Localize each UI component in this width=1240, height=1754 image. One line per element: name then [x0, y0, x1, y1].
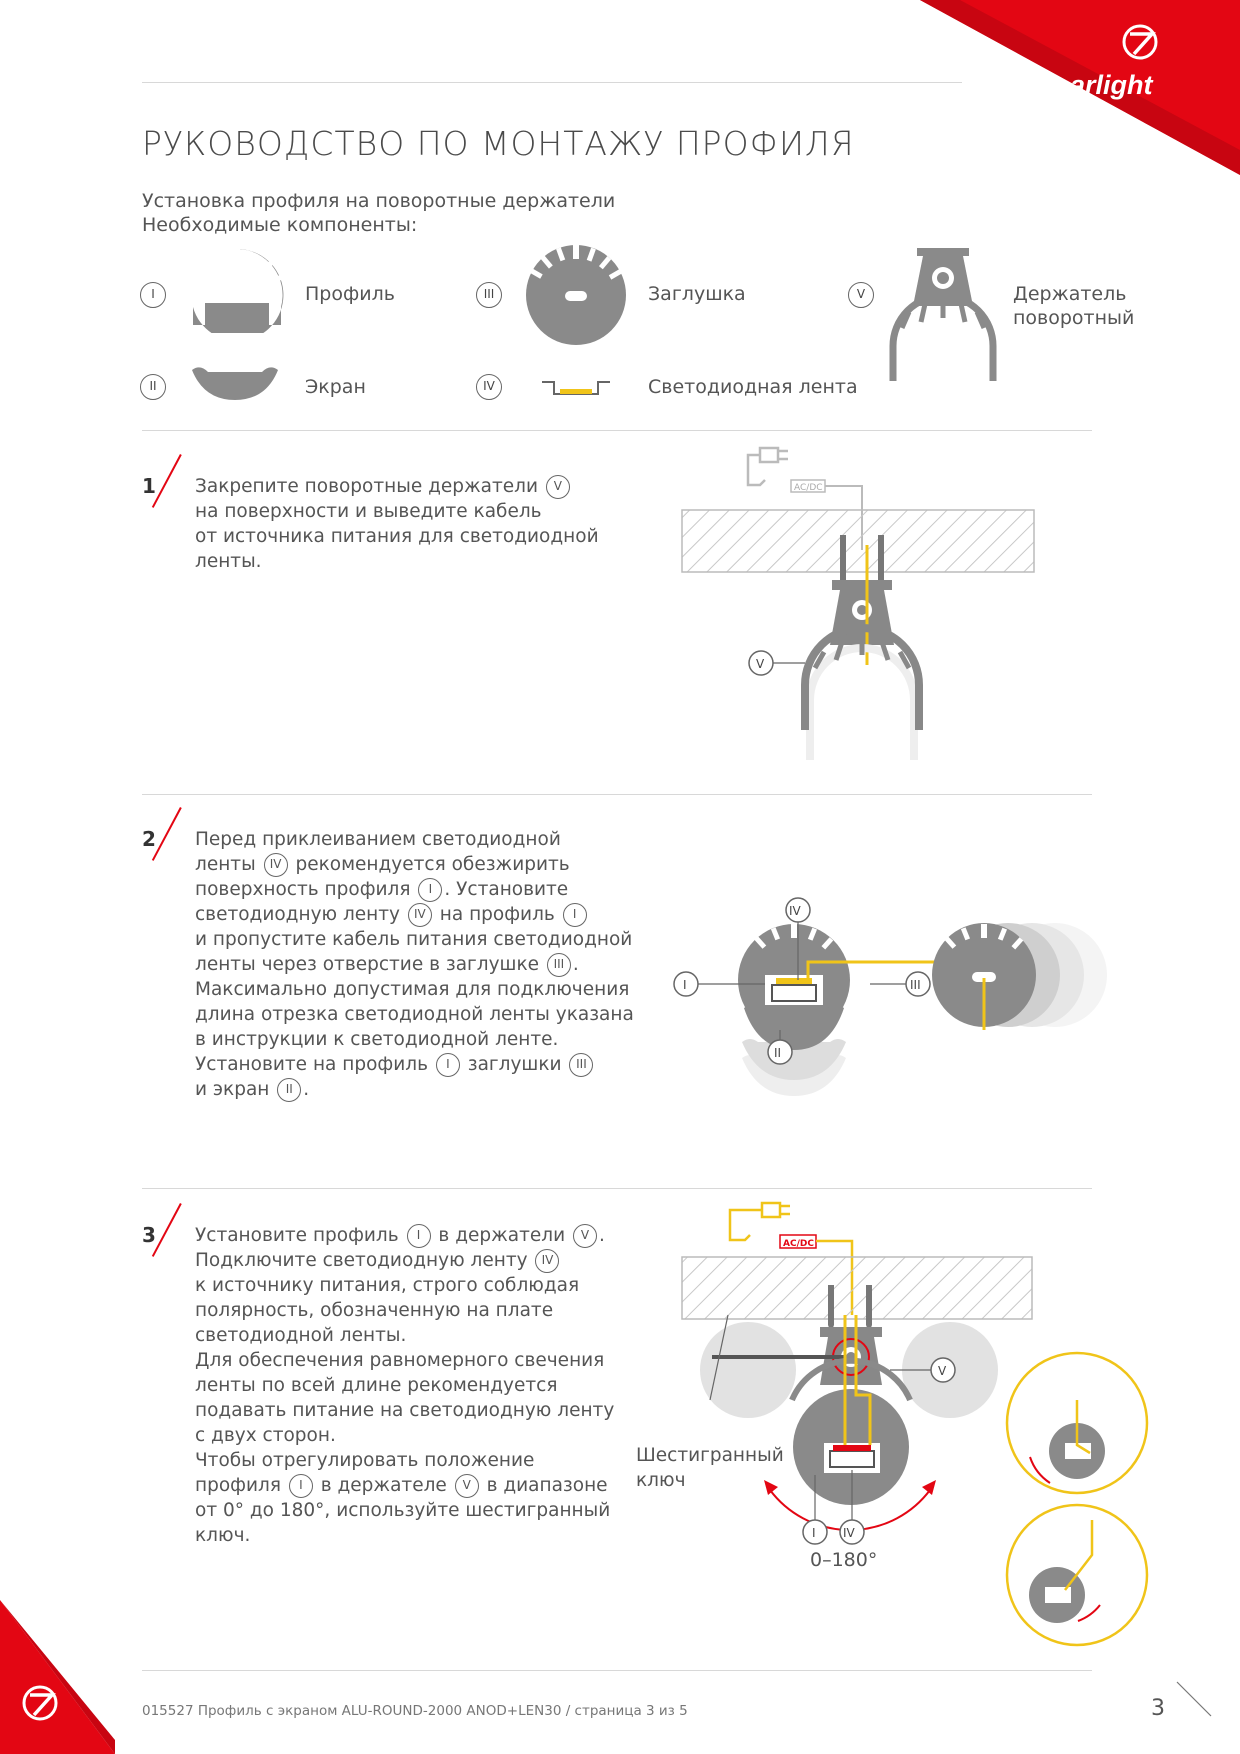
step-1-number: 1 [142, 474, 156, 498]
step-1-slash [152, 454, 182, 508]
hex-key-label-2: ключ [636, 1470, 686, 1491]
step-2-diagram [670, 880, 1130, 1110]
step-text-line: ленты через отверстие в заглушке III . [195, 954, 579, 975]
page-title: РУКОВОДСТВО ПО МОНТАЖУ ПРОФИЛЯ [142, 124, 855, 163]
component-ref-badge: IV [535, 1249, 559, 1273]
step-text-line: от источника питания для светодиодной [195, 526, 599, 547]
logo-text: arlight [1070, 70, 1153, 100]
component-num-ii: II [140, 374, 166, 400]
component-ref-badge: IV [264, 853, 288, 877]
component-num-iv: IV [476, 374, 502, 400]
step-text-line: и экран II . [195, 1079, 310, 1100]
page-corner-line [1175, 1680, 1215, 1720]
subtitle-2: Необходимые компоненты: [142, 214, 418, 236]
step-text-line: Установите на профиль I заглушки III [195, 1052, 634, 1077]
step-3-text [195, 1223, 614, 1548]
profile-icon [185, 245, 290, 333]
component-label-end-cap: Заглушка [648, 283, 746, 305]
step-text-line: Чтобы отрегулировать положение [195, 1450, 535, 1471]
svg-text:II: II [774, 1046, 782, 1060]
step-3-diagram [630, 1195, 1150, 1665]
step-text-line: Перед приклеиванием светодиодной [195, 829, 561, 850]
svg-text:III: III [910, 978, 921, 992]
divider-2 [142, 794, 1092, 795]
component-num-i: I [140, 282, 166, 308]
step-text-line: Подключите светодиодную ленту IV [195, 1248, 614, 1273]
step-text-line: подавать питание на светодиодную ленту [195, 1400, 615, 1421]
component-num-v: V [848, 282, 874, 308]
step-text-line: Установите профиль I в держатели V . [195, 1225, 605, 1246]
screen-icon [188, 362, 283, 404]
step-3-number: 3 [142, 1223, 156, 1247]
step-text-line: Закрепите поворотные держатели V [195, 474, 599, 499]
svg-text:V: V [938, 1364, 947, 1378]
subtitle-1: Установка профиля на поворотные держатели [142, 190, 616, 212]
step-text-line: профиля I в держателе V в диапазоне [195, 1475, 608, 1496]
hex-key-label-1: Шестигранный [636, 1445, 784, 1466]
component-label-profile: Профиль [305, 283, 395, 305]
led-strip-icon [540, 378, 612, 400]
component-ref-badge: I [563, 903, 587, 927]
step-text-line: в инструкции к светодиодной ленте. [195, 1029, 559, 1050]
step-text-line: ленты IV рекомендуется обезжирить [195, 854, 570, 875]
top-divider [142, 82, 962, 83]
footer-text: 015527 Профиль с экраном ALU-ROUND-2000 ANOD+LEN30 / страница 3 из 5 [142, 1703, 688, 1719]
component-num-iii: III [476, 282, 502, 308]
step-text-line: с двух сторон. [195, 1425, 336, 1446]
step-text-line: ленты. [195, 551, 262, 572]
step-text-line: Максимально допустимая для подключения [195, 979, 630, 1000]
component-ref-badge: I [436, 1053, 460, 1077]
step-3-slash [152, 1203, 182, 1257]
step-text-line: ключ. [195, 1525, 251, 1546]
component-ref-badge: V [573, 1224, 597, 1248]
component-label-screen: Экран [305, 376, 366, 398]
step-text-line: от 0° до 180°, используйте шестигранный [195, 1500, 611, 1521]
component-label-led-strip: Светодиодная лента [648, 376, 858, 398]
component-ref-badge: III [569, 1053, 593, 1077]
svg-text:V: V [756, 657, 765, 671]
step-2-text [195, 827, 634, 1102]
footer-divider [142, 1670, 1092, 1671]
step-1-text [195, 474, 599, 574]
step-text-line: к источнику питания, строго соблюдая [195, 1275, 580, 1296]
component-label-holder-2: поворотный [1013, 307, 1135, 329]
component-ref-badge: I [418, 878, 442, 902]
end-cap-icon [523, 242, 629, 348]
step-text-line: Для обеспечения равномерного свечения [195, 1350, 605, 1371]
acdc-label-3: AC/DC [783, 1239, 814, 1249]
component-ref-badge: IV [408, 903, 432, 927]
acdc-label-1: AC/DC [794, 483, 823, 493]
component-ref-badge: V [546, 475, 570, 499]
component-ref-badge: I [407, 1224, 431, 1248]
step-text-line: на поверхности и выведите кабель [195, 501, 542, 522]
component-ref-badge: V [455, 1474, 479, 1498]
step-text-line: светодиодной ленты. [195, 1325, 407, 1346]
step-1-diagram [660, 440, 1060, 780]
step-2-slash [152, 807, 182, 861]
step-2-number: 2 [142, 827, 156, 851]
brand-corner [920, 0, 1240, 175]
divider-1 [142, 430, 1092, 431]
brand-corner-bottom [0, 1600, 120, 1754]
svg-text:I: I [812, 1526, 816, 1540]
svg-text:I: I [683, 978, 687, 992]
svg-text:IV: IV [843, 1526, 855, 1540]
step-text-line: и пропустите кабель питания светодиодной [195, 929, 633, 950]
svg-text:IV: IV [789, 904, 801, 918]
range-label: 0–180° [810, 1549, 878, 1571]
step-text-line: длина отрезка светодиодной ленты указана [195, 1004, 634, 1025]
page-number: 3 [1151, 1696, 1165, 1721]
component-ref-badge: II [277, 1078, 301, 1102]
step-text-line: полярность, обозначенную на плате [195, 1300, 554, 1321]
component-label-holder-1: Держатель [1013, 283, 1127, 305]
component-ref-badge: III [547, 953, 571, 977]
swivel-holder-icon [885, 246, 1000, 386]
component-ref-badge: I [289, 1474, 313, 1498]
divider-3 [142, 1188, 1092, 1189]
step-text-line: поверхность профиля I . Установите [195, 879, 569, 900]
step-text-line: ленты по всей длине рекомендуется [195, 1375, 558, 1396]
step-text-line: светодиодную ленту IV на профиль I [195, 902, 634, 927]
